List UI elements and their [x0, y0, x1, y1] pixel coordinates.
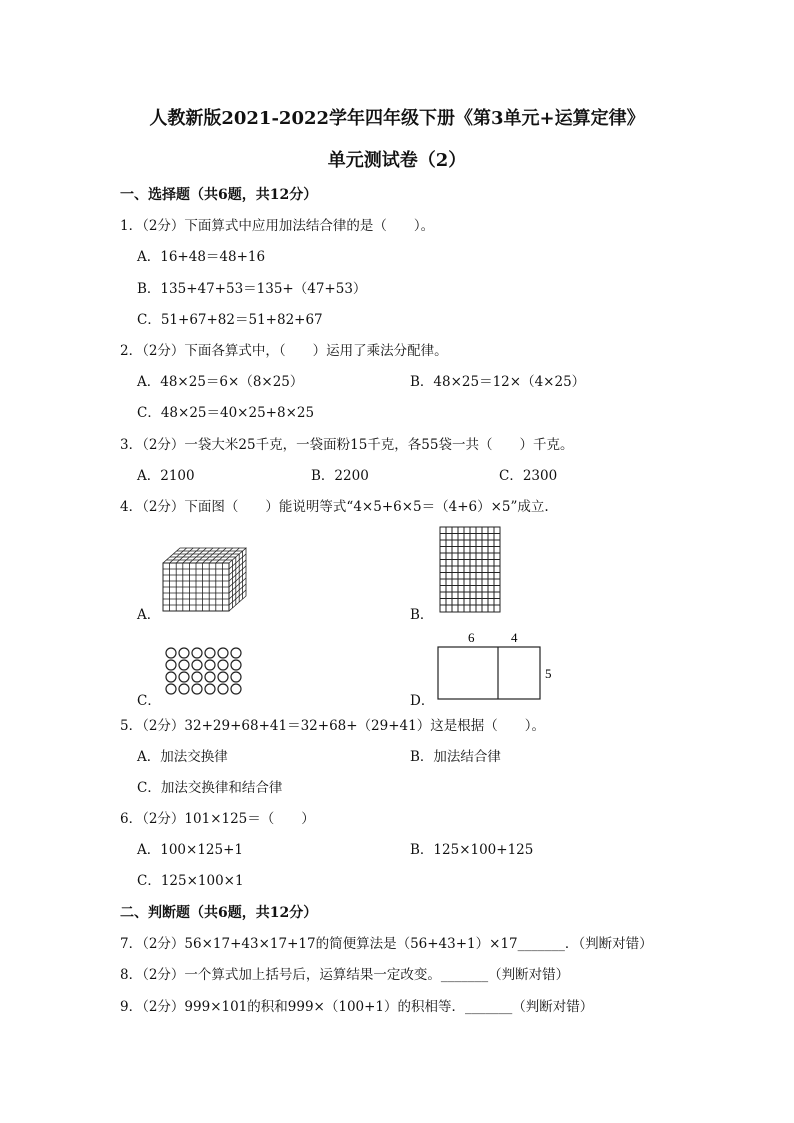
- question-2-option-b: B．48×25＝12×（4×25）: [410, 374, 586, 390]
- question-6-stem: 6．（2分）101×125＝（ ）: [120, 811, 315, 827]
- question-3-stem: 3．（2分）一袋大米25千克，一袋面粉15千克，各55袋一共（ ）千克。: [120, 437, 574, 453]
- question-4-option-b-label: B．: [410, 607, 434, 623]
- question-7-stem: 7．（2分）56×17+43×17+17的简便算法是（56+43+1）×17_______．（判断对错）: [120, 936, 653, 952]
- question-6-option-b: B．125×100+125: [410, 842, 534, 858]
- question-5-option-b: B．加法结合律: [410, 749, 501, 765]
- page-title: 人教新版2021-2022学年四年级下册《第3单元+运算定律》: [149, 108, 645, 129]
- square-grid-figure: [438, 525, 502, 614]
- circle-array-figure: [162, 644, 246, 700]
- question-5-option-a: A．加法交换律: [137, 749, 228, 765]
- question-4-stem: 4．（2分）下面图（ ）能说明等式“4×5+6×5＝（4+6）×5”成立.: [120, 499, 549, 515]
- question-4-option-d-label: D．: [410, 693, 435, 709]
- question-3-option-a: A．2100: [137, 468, 195, 484]
- question-2-stem: 2．（2分）下面各算式中，（ ）运用了乘法分配律。: [120, 343, 448, 359]
- rect-label-5: 5: [545, 666, 552, 681]
- question-2-option-a: A．48×25＝6×（8×25）: [137, 374, 304, 390]
- question-6-option-a: A．100×125+1: [137, 842, 243, 858]
- rectangle-diagram-figure: [434, 626, 556, 704]
- question-8-stem: 8．（2分）一个算式加上括号后，运算结果一定改变。_______（判断对错）: [120, 967, 570, 983]
- question-1-option-a: A．16+48＝48+16: [137, 249, 266, 265]
- question-3-option-b: B．2200: [311, 468, 369, 484]
- cube-grid-figure: [158, 545, 248, 615]
- question-3-option-c: C．2300: [499, 468, 558, 484]
- question-1-stem: 1．（2分）下面算式中应用加法结合律的是（ ）。: [120, 218, 435, 234]
- question-5-option-c: C．加法交换律和结合律: [137, 780, 283, 796]
- rect-label-6: 6: [468, 630, 475, 645]
- question-5-stem: 5．（2分）32+29+68+41＝32+68+（29+41）这是根据（ ）。: [120, 718, 545, 734]
- rect-label-4: 4: [511, 630, 518, 645]
- question-1-option-c: C．51+67+82＝51+82+67: [137, 312, 323, 328]
- question-1-option-b: B．135+47+53＝135+（47+53）: [137, 281, 367, 297]
- section-heading-judgment: 二、判断题（共6题，共12分）: [120, 905, 318, 921]
- question-4-option-a-label: A．: [137, 607, 161, 623]
- page-subtitle: 单元测试卷（2）: [327, 150, 467, 171]
- question-9-stem: 9．（2分）999×101的积和999×（100+1）的积相等．_______（判断对错）: [120, 999, 594, 1015]
- question-4-option-c-label: C．: [137, 693, 161, 709]
- question-2-option-c: C．48×25＝40×25+8×25: [137, 405, 315, 421]
- question-6-option-c: C．125×100×1: [137, 873, 244, 889]
- section-heading-choice: 一、选择题（共6题，共12分）: [120, 187, 318, 203]
